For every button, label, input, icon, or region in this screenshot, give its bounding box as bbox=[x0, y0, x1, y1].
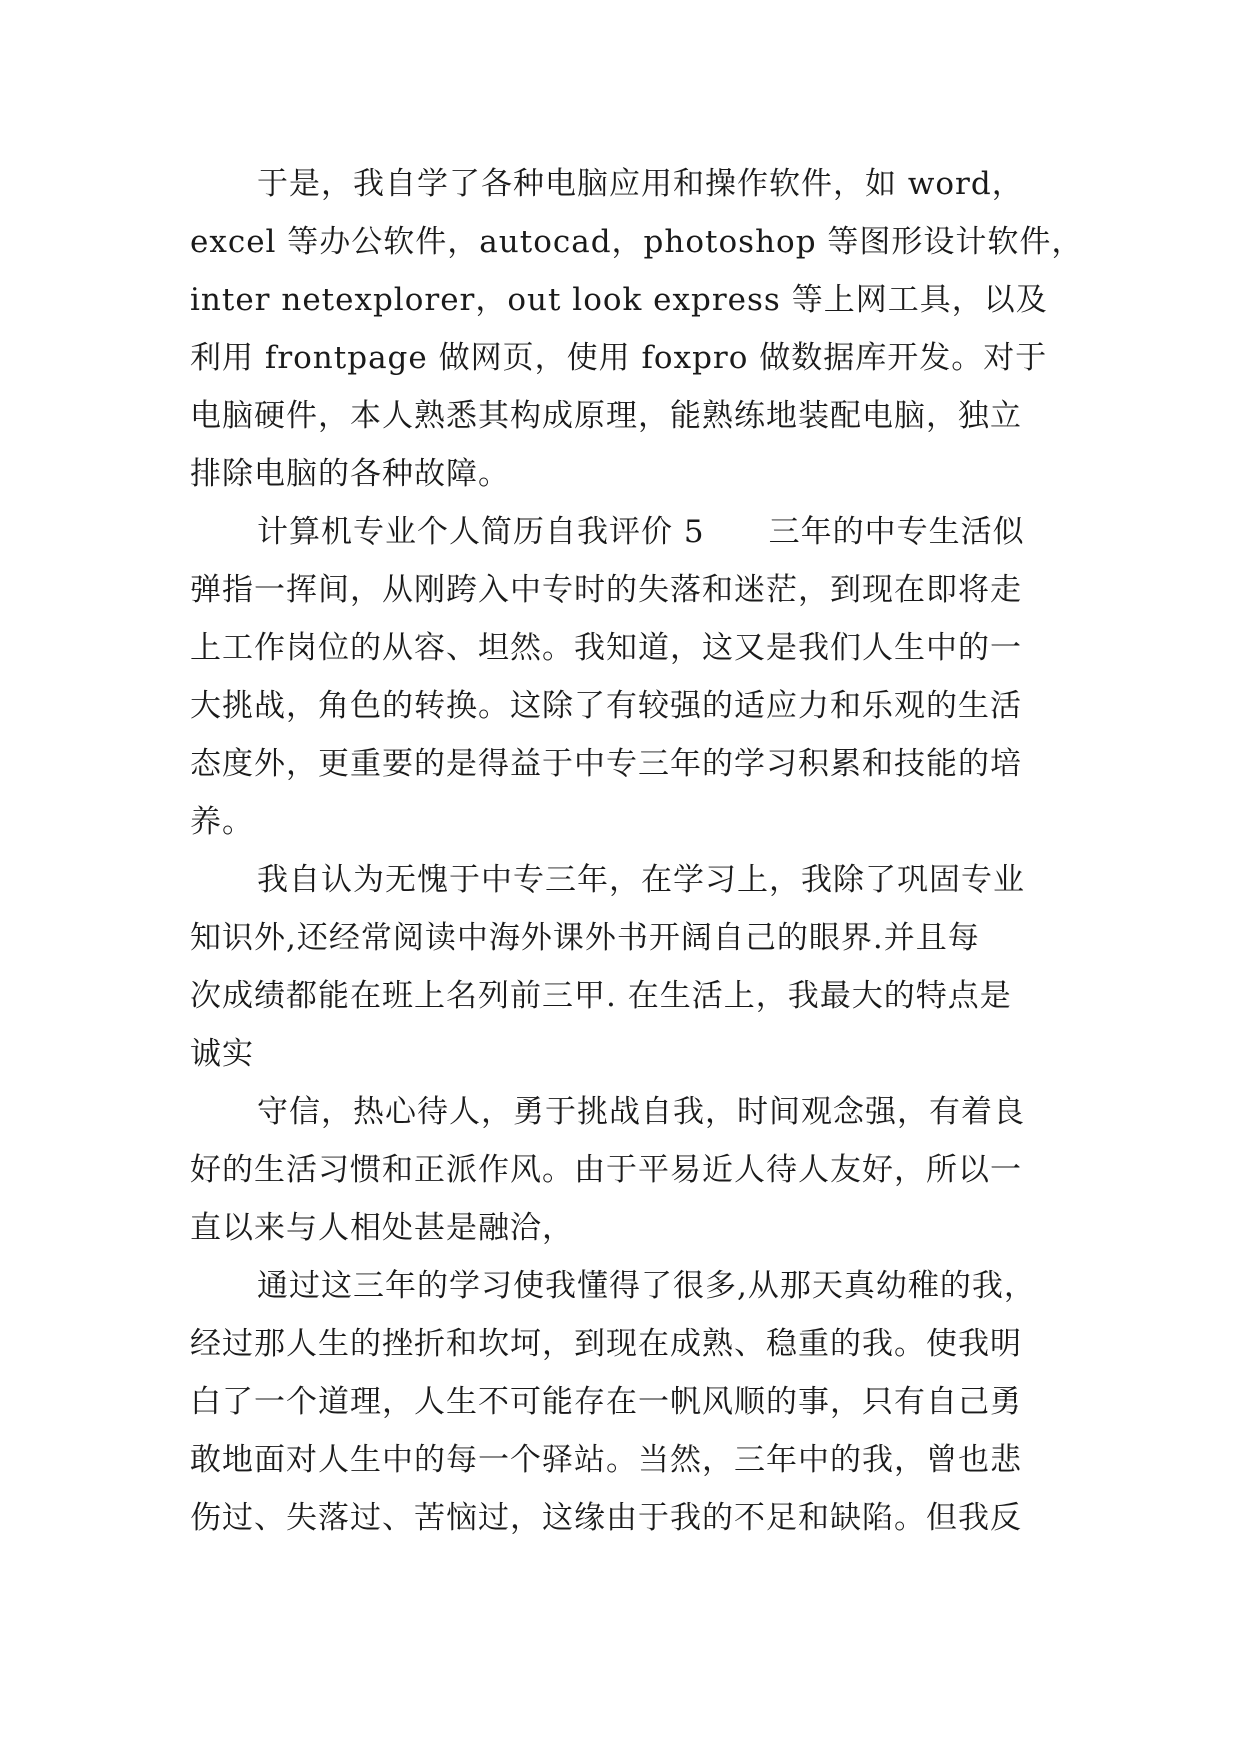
document-body bbox=[190, 155, 1084, 1547]
text-line: 敢地面对人生中的每一个驿站。当然，三年中的我，曾也悲 bbox=[190, 1442, 1022, 1478]
text-line: 于是，我自学了各种电脑应用和操作软件，如 word， bbox=[257, 166, 1024, 202]
text-line: 排除电脑的各种故障。 bbox=[190, 456, 510, 492]
text-line: 经过那人生的挫折和坎坷，到现在成熟、稳重的我。使我明 bbox=[190, 1326, 1022, 1362]
text-line: 计算机专业个人简历自我评价 5 三年的中专生活似 bbox=[257, 514, 1025, 550]
text-line: 电脑硬件，本人熟悉其构成原理，能熟练地装配电脑，独立 bbox=[190, 398, 1022, 434]
text-line: 诚实 bbox=[190, 1036, 254, 1072]
text-line: inter netexplorer，out look express 等上网工具，以及 bbox=[190, 282, 1048, 318]
text-line: 白了一个道理，人生不可能存在一帆风顺的事，只有自己勇 bbox=[190, 1384, 1022, 1420]
text-line: 次成绩都能在班上名列前三甲. 在生活上，我最大的特点是 bbox=[190, 978, 1012, 1014]
text-line: 知识外,还经常阅读中海外课外书开阔自己的眼界.并且每 bbox=[190, 920, 980, 956]
text-line: 大挑战，角色的转换。这除了有较强的适应力和乐观的生活 bbox=[190, 688, 1022, 724]
text-line: 守信，热心待人，勇于挑战自我，时间观念强，有着良 bbox=[257, 1094, 1025, 1130]
text-line: 利用 frontpage 做网页，使用 foxpro 做数据库开发。对于 bbox=[190, 340, 1048, 376]
text-line: 弹指一挥间，从刚跨入中专时的失落和迷茫，到现在即将走 bbox=[190, 572, 1022, 608]
text-line: excel 等办公软件，autocad，photoshop 等图形设计软件， bbox=[190, 224, 1084, 260]
text-line: 通过这三年的学习使我懂得了很多,从那天真幼稚的我， bbox=[257, 1268, 1036, 1304]
text-line: 伤过、失落过、苦恼过，这缘由于我的不足和缺陷。但我反 bbox=[190, 1500, 1022, 1536]
text-line: 态度外，更重要的是得益于中专三年的学习积累和技能的培 bbox=[190, 746, 1022, 782]
text-line: 养。 bbox=[190, 804, 254, 840]
text-line: 上工作岗位的从容、坦然。我知道，这又是我们人生中的一 bbox=[190, 630, 1022, 666]
text-line: 直以来与人相处甚是融洽， bbox=[190, 1210, 574, 1246]
text-line: 我自认为无愧于中专三年，在学习上，我除了巩固专业 bbox=[257, 862, 1025, 898]
text-line: 好的生活习惯和正派作风。由于平易近人待人友好，所以一 bbox=[190, 1152, 1022, 1188]
